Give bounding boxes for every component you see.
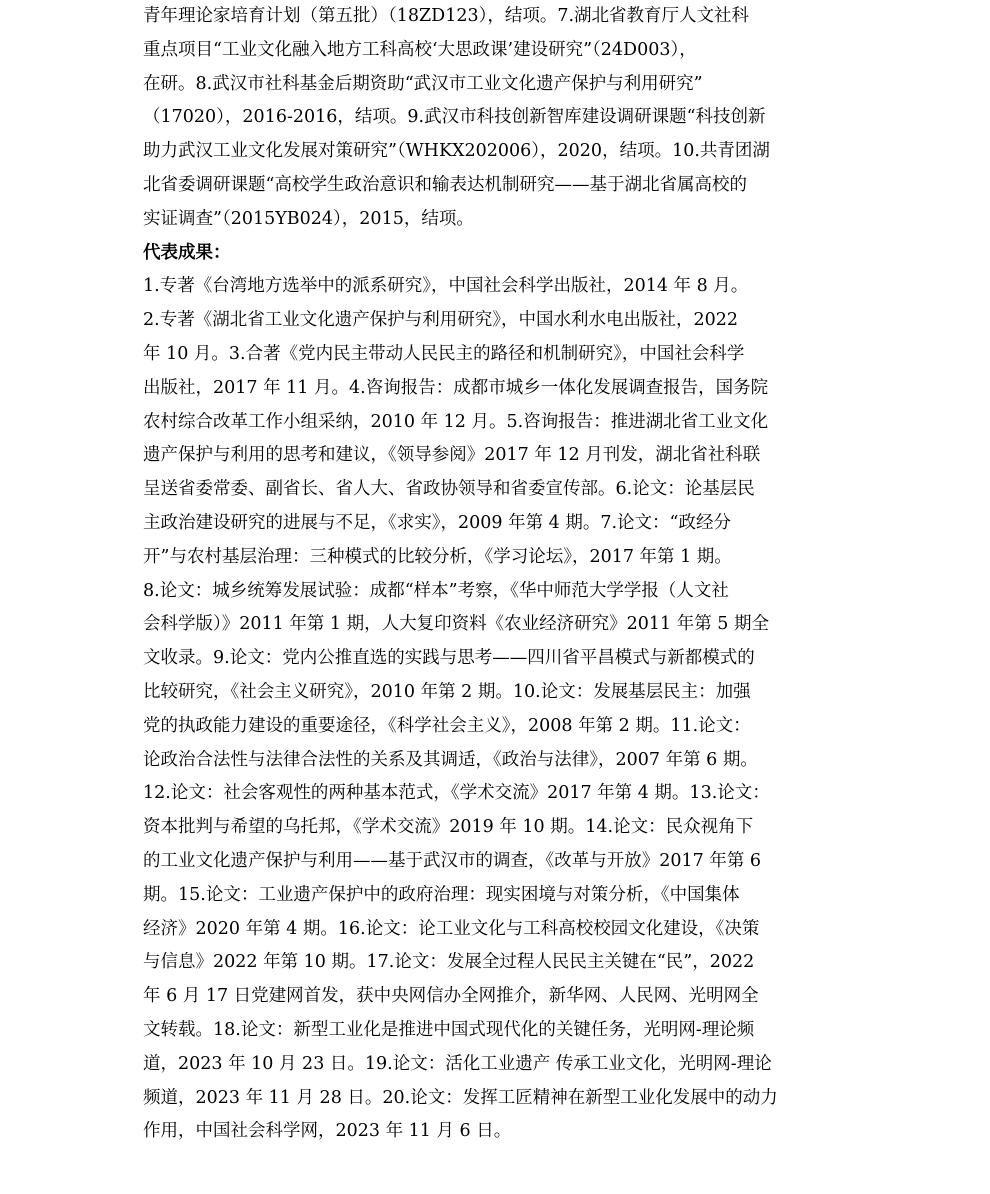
text-line: 重点项目“工业文化融入地方工科高校‘大思政课’建设研究”（24D003），	[143, 39, 697, 60]
text-line: 频道，2023 年 11 月 28 日。20.论文：发挥工匠精神在新型工业化发展中的动力	[143, 1087, 778, 1108]
text-line: 年 10 月。3.合著《党内民主带动人民民主的路径和机制研究》，中国社会科学	[143, 343, 745, 364]
text-line: 青年理论家培育计划（第五批）（18ZD123），结项。7.湖北省教育厅人文社科	[143, 6, 750, 26]
text-line: 2.专著《湖北省工业文化遗产保护与利用研究》，中国水利水电出版社，2022	[143, 310, 738, 331]
text-line: 作用，中国社会科学网，2023 年 11 月 6 日。	[143, 1121, 512, 1142]
text-line: 与信息》2022 年第 10 期。17.论文：发展全过程人民民主关键在“民”，2022	[143, 952, 755, 973]
text-line: 北省委调研课题“高校学生政治意识和输表达机制研究——基于湖北省属高校的	[143, 174, 747, 195]
text-line: 期。15.论文：工业遗产保护中的政府治理：现实困境与对策分析，《中国集体	[143, 884, 740, 905]
text-line: 出版社，2017 年 11 月。4.咨询报告：成都市城乡一体化发展调查报告，国务院	[143, 377, 769, 398]
text-line: 文收录。9.论文：党内公推直选的实践与思考——四川省平昌模式与新都模式的	[143, 648, 755, 669]
text-line: （17020），2016-2016，结项。9.武汉市科技创新智库建设调研课题“科技创新	[143, 107, 766, 128]
text-line: 实证调查”（2015YB024），2015，结项。	[143, 208, 474, 229]
text-line: 农村综合改革工作小组采纳，2010 年 12 月。5.咨询报告：推进湖北省工业文化	[143, 411, 769, 432]
text-line: 论政治合法性与法律合法性的关系及其调适，《政治与法律》，2007 年第 6 期。	[143, 749, 758, 770]
text-line: 比较研究，《社会主义研究》，2010 年第 2 期。10.论文：发展基层民主：加强	[143, 681, 751, 702]
achievements-heading: 代表成果：	[143, 242, 231, 263]
text-line: 在研。8.武汉市社科基金后期资助“武汉市工业文化遗产保护与利用研究”	[143, 73, 703, 94]
text-line: 道，2023 年 10 月 23 日。19.论文：活化工业遗产 传承工业文化，光明网-理论	[143, 1053, 772, 1074]
text-line: 开”与农村基层治理：三种模式的比较分析，《学习论坛》，2017 年第 1 期。	[143, 546, 732, 567]
text-line: 遗产保护与利用的思考和建议，《领导参阅》2017 年 12 月刊发，湖北省社科联	[143, 445, 761, 466]
text-line: 年 6 月 17 日党建网首发，获中央网信办全网推介，新华网、人民网、光明网全	[143, 986, 759, 1007]
text-line: 8.论文：城乡统筹发展试验：成都“样本”考察，《华中师范大学学报（人文社	[143, 580, 729, 601]
text-line: 经济》2020 年第 4 期。16.论文：论工业文化与工科高校校园文化建设，《决策	[143, 918, 760, 939]
document-page	[143, 0, 843, 1149]
text-line: 12.论文：社会客观性的两种基本范式，《学术交流》2017 年第 4 期。13.论文：	[143, 783, 770, 804]
text-line: 党的执政能力建设的重要途径，《科学社会主义》，2008 年第 2 期。11.论文：	[143, 715, 751, 736]
text-line: 主政治建设研究的进展与不足，《求实》，2009 年第 4 期。7.论文：“政经分	[143, 512, 731, 533]
text-line: 1.专著《台湾地方选举中的派系研究》，中国社会科学出版社，2014 年 8 月。	[143, 276, 749, 297]
text-line: 助力武汉工业文化发展对策研究”（WHKX202006），2020，结项。10.共青团湖	[143, 141, 770, 162]
text-line: 会科学版）》2011 年第 1 期，人大复印资料《农业经济研究》2011 年第 5 期全	[143, 614, 769, 635]
text-line: 呈送省委常委、副省长、省人大、省政协领导和省委宣传部。6.论文：论基层民	[143, 479, 755, 500]
achievements-paragraph	[143, 270, 843, 1149]
text-line: 资本批判与希望的乌托邦，《学术交流》2019 年 10 期。14.论文：民众视角下	[143, 817, 754, 838]
projects-paragraph	[143, 0, 843, 237]
text-line: 文转载。18.论文：新型工业化是推进中国式现代化的关键任务，光明网-理论频	[143, 1019, 755, 1040]
text-line: 的工业文化遗产保护与利用——基于武汉市的调查，《改革与开放》2017 年第 6	[143, 850, 762, 871]
